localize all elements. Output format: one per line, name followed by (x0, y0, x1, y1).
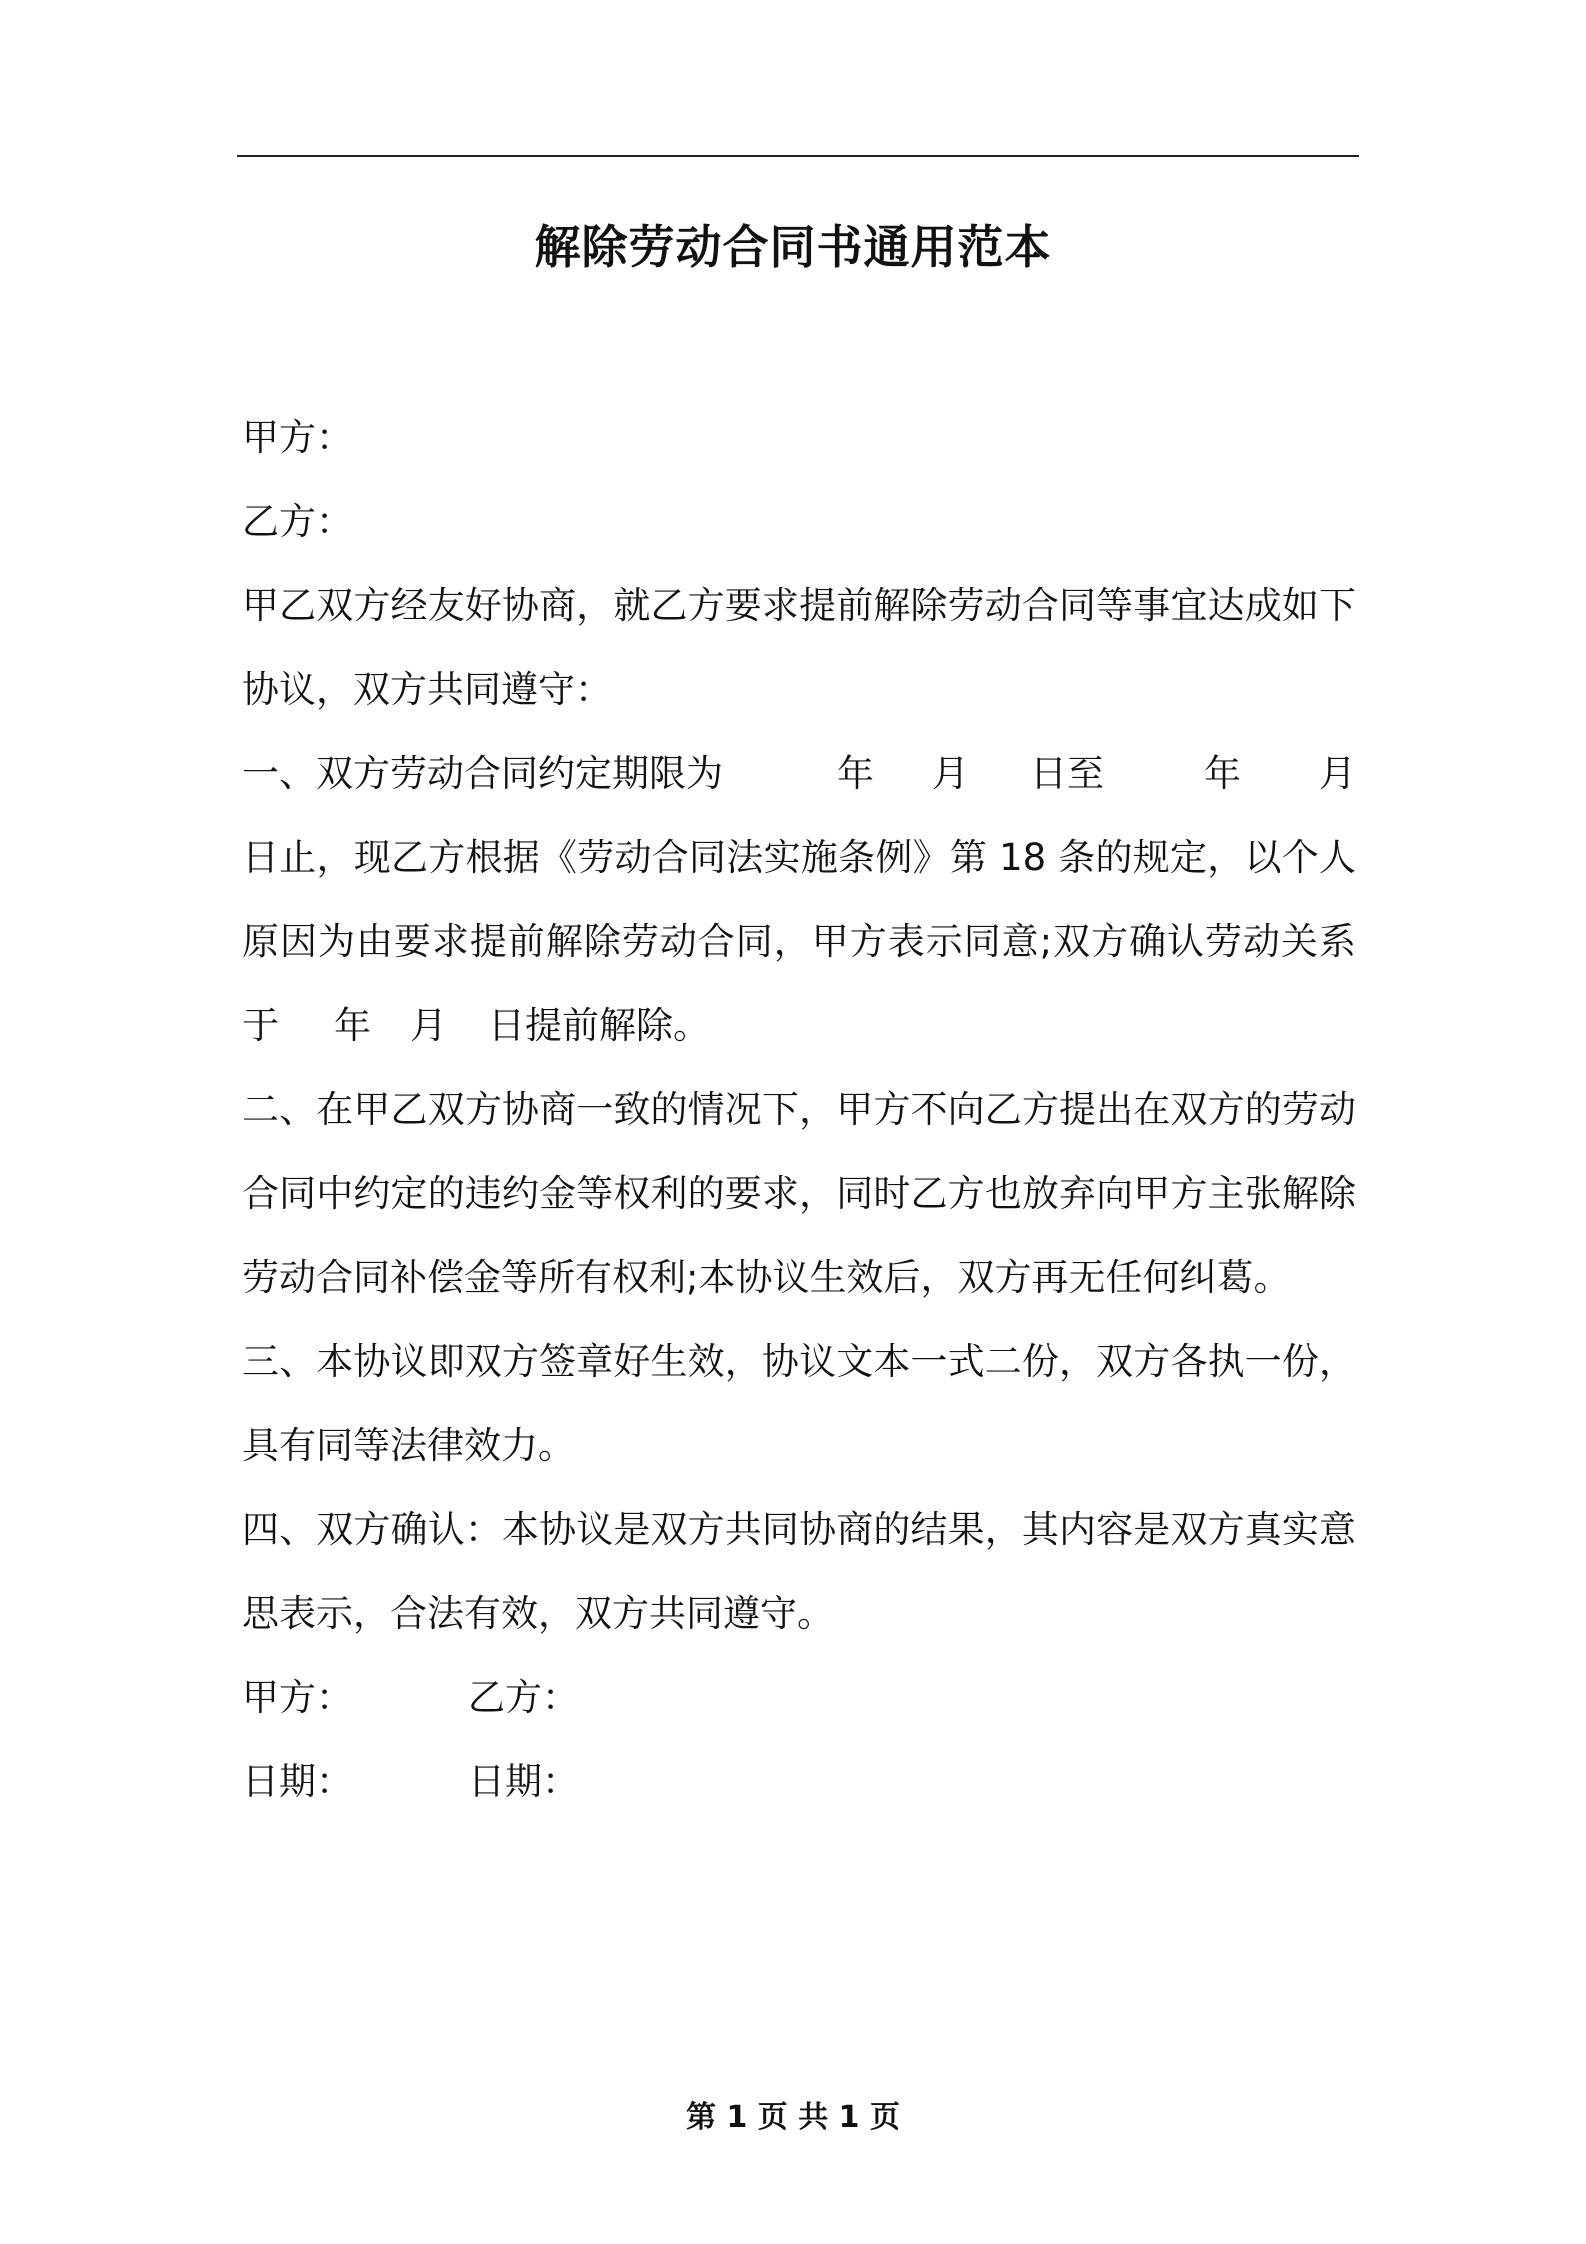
intro-line-1: 甲乙双方经友好协商，就乙方要求提前解除劳动合同等事宜达成如下 (242, 584, 1356, 627)
clause-2-line-1: 二、在甲乙双方协商一致的情况下，甲方不向乙方提出在双方的劳动 (242, 1088, 1356, 1131)
signature-date-b: 日期： (468, 1760, 579, 1803)
clause-1-line-4-suffix: 日提前解除。 (488, 1004, 710, 1047)
clause-1-month-2: 月 (1319, 752, 1356, 795)
clause-2-line-3: 劳动合同补偿金等所有权利;本协议生效后，双方再无任何纠葛。 (242, 1256, 1291, 1299)
clause-1-month-1: 月 (932, 752, 969, 795)
clause-1-line-1 (242, 732, 1356, 816)
clause-1-year-2: 年 (1204, 752, 1241, 795)
footer-page-total: 1 (838, 2100, 860, 2135)
clause-4-line-2: 思表示，合法有效，双方共同遵守。 (242, 1592, 834, 1635)
document-title: 解除劳动合同书通用范本 (534, 220, 1052, 274)
clause-2-line-2: 合同中约定的违约金等权利的要求，同时乙方也放弃向甲方主张解除 (242, 1172, 1356, 1215)
footer-page-number: 1 (726, 2100, 748, 2135)
footer-page-prefix: 第 (685, 2100, 716, 2135)
clause-1-line-4-prefix: 于 (242, 1004, 279, 1047)
clause-3-line-2: 具有同等法律效力。 (242, 1424, 575, 1467)
clause-1-line-4 (242, 984, 1356, 1068)
clause-3-line-1: 三、本协议即双方签章好生效，协议文本一式二份，双方各执一份， (242, 1340, 1356, 1383)
signature-date-a: 日期： (242, 1760, 353, 1803)
signature-party-a: 甲方： (242, 1676, 353, 1719)
clause-1-year-1: 年 (837, 752, 874, 795)
page-footer (0, 2096, 1586, 2140)
signature-party-b: 乙方： (468, 1676, 579, 1719)
party-b-line: 乙方： (242, 500, 353, 543)
clause-1-line-4-year: 年 (334, 1004, 371, 1047)
clause-1-line-3: 原因为由要求提前解除劳动合同，甲方表示同意;双方确认劳动关系 (242, 920, 1356, 963)
party-a-line: 甲方： (242, 416, 353, 459)
signature-date-row (242, 1740, 842, 1824)
footer-page-middle: 页 共 (757, 2100, 829, 2135)
signature-party-row (242, 1656, 842, 1740)
header-divider (237, 155, 1359, 157)
clause-4-line-1: 四、双方确认：本协议是双方共同协商的结果，其内容是双方真实意 (242, 1508, 1356, 1551)
footer-page-suffix: 页 (870, 2100, 900, 2135)
intro-line-2: 协议，双方共同遵守： (242, 668, 612, 711)
clause-1-line-4-month: 月 (410, 1004, 447, 1047)
clause-1-line-2: 日止，现乙方根据《劳动合同法实施条例》第 18 条的规定，以个人 (242, 836, 1356, 879)
clause-1-prefix: 一、双方劳动合同约定期限为 (242, 752, 723, 795)
clause-1-day-to: 日至 (1030, 752, 1104, 795)
